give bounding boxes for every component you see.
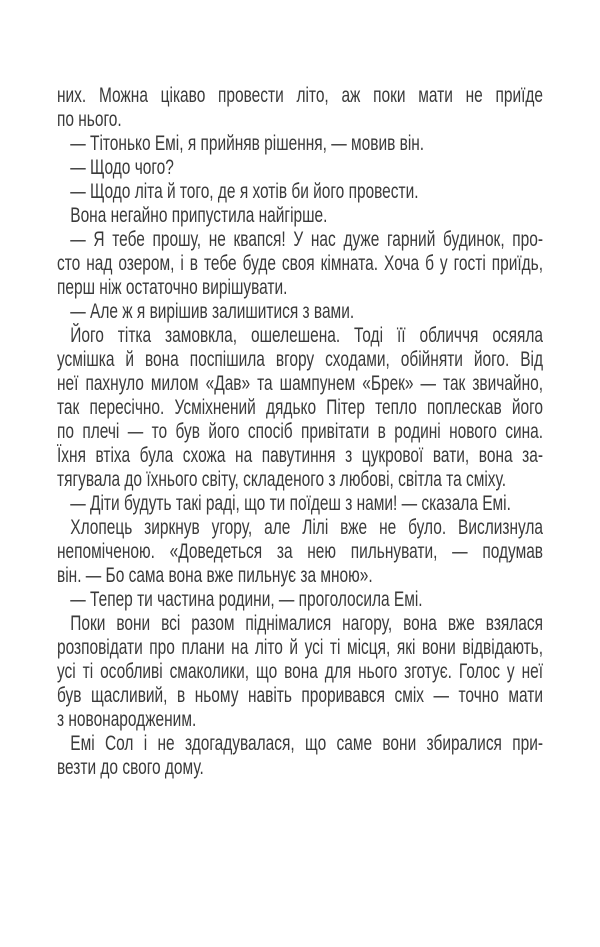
text-line: усмішка й вона поспішила вгору сходами, обійняти його. Від	[57, 348, 544, 371]
text-line: з новонародженим.	[57, 708, 197, 731]
paragraph	[57, 132, 543, 156]
paragraph	[57, 300, 543, 324]
text-line: — Щодо літа й того, де я хотів би його провести.	[70, 180, 419, 203]
text-line: — Щодо чого?	[70, 156, 174, 179]
paragraph	[57, 84, 543, 132]
text-line: — Тепер ти частина родини, — проголосила Емі.	[70, 588, 423, 611]
page-text	[57, 84, 543, 780]
text-line: Його тітка замовкла, ошелешена. Тоді її обличчя осяяла	[70, 324, 544, 347]
text-line: везти до свого дому.	[57, 756, 204, 779]
text-line: Емі Сол і не здогадувалася, що саме вони збиралися при-	[70, 732, 544, 755]
text-line: усі ті особливі смаколики, що вона для нього зготує. Голос у неї	[57, 660, 544, 683]
paragraph	[57, 180, 543, 204]
text-line: він. — Бо сама вона вже пильнує за мною».	[57, 564, 373, 587]
paragraph	[57, 324, 543, 492]
paragraph	[57, 732, 543, 780]
paragraph	[57, 492, 543, 516]
text-line: тягувала до їхнього світу, складеного з любові, світла та сміху.	[57, 468, 506, 491]
text-line: — Тітонько Емі, я прийняв рішення, — мовив він.	[70, 132, 425, 155]
text-line: був щасливий, в ньому навіть проривався сміх — точно мати	[57, 684, 544, 707]
text-line: неї пахнуло милом «Дав» та шампунем «Брек» — так звичайно,	[57, 372, 544, 395]
text-line: Хлопець зиркнув угору, але Лілі вже не було. Вислизнула	[70, 516, 544, 539]
paragraph	[57, 156, 543, 180]
text-line: Вона негайно припустила найгірше.	[70, 204, 328, 227]
text-line: Поки вони всі разом піднімалися нагору, вона вже взялася	[70, 612, 544, 635]
text-line: перш ніж остаточно вирішувати.	[57, 276, 288, 299]
paragraph	[57, 516, 543, 588]
paragraph	[57, 228, 543, 300]
text-line: Їхня втіха була схожа на павутиння з цукрової вати, вона за-	[57, 444, 544, 467]
paragraph	[57, 588, 543, 612]
text-line: так пересічно. Усміхнений дядько Пітер тепло поплескав його	[57, 396, 544, 419]
text-line: — Але ж я вирішив залишитися з вами.	[70, 300, 355, 323]
paragraph	[57, 612, 543, 732]
text-line: розповідати про плани на літо й усі ті місця, які вони відвідають,	[57, 636, 544, 659]
text-line: по нього.	[57, 108, 122, 131]
paragraph	[57, 204, 543, 228]
text-line: — Я тебе прошу, не квапся! У нас дуже гарний будинок, про-	[70, 228, 544, 251]
text-line: — Діти будуть такі раді, що ти поїдеш з нами! — сказала Емі.	[70, 492, 511, 515]
text-line: по плечі — то був його спосіб привітати в родині нового сина.	[57, 420, 544, 443]
text-line: непоміченою. «Доведеться за нею пильнувати, — подумав	[57, 540, 544, 563]
text-line: сто над озером, і в тебе буде своя кімната. Хоча б у гості приїдь,	[57, 252, 544, 275]
text-line: них. Можна цікаво провести літо, аж поки мати не приїде	[57, 84, 544, 107]
